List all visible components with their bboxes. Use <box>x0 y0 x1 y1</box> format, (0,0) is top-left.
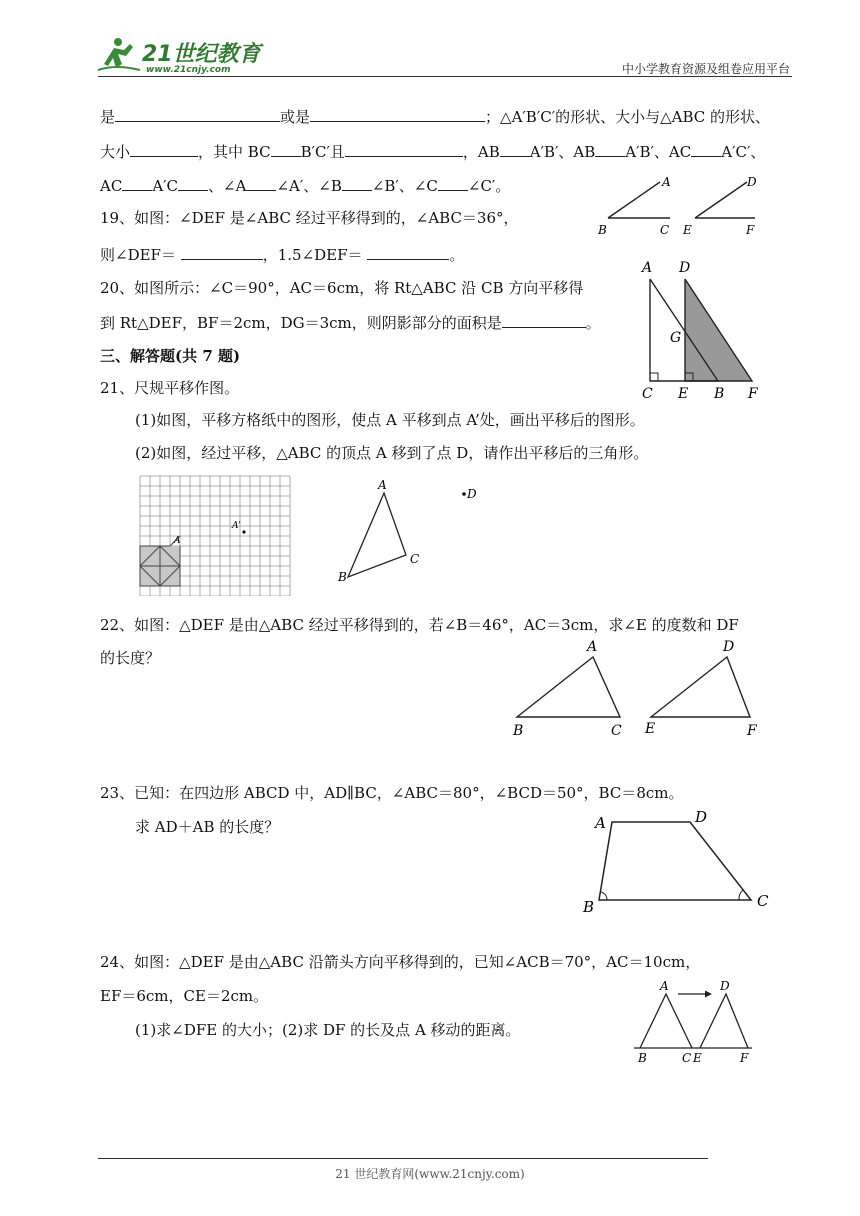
point-label: D <box>747 175 757 189</box>
q19-text: ，1.5∠DEF＝ <box>262 246 363 264</box>
point-label: A' <box>232 521 241 531</box>
q20-line-1: 20、如图所示：∠C＝90°，AC＝6cm，将 Rt△ABC 沿 CB 方向平移得 <box>100 279 584 297</box>
point-label: B <box>598 223 607 237</box>
point-label: E <box>678 386 689 402</box>
q21-part-2: (2)如图，经过平移，△ABC 的顶点 A 移到了点 D，请作出平移后的三角形。 <box>135 444 649 462</box>
footer-divider <box>98 1158 708 1159</box>
q18-text: 大小 <box>100 143 131 161</box>
q21-grid-figure <box>136 472 296 596</box>
q18-text: 是 <box>100 108 116 126</box>
point-label: A <box>174 536 181 546</box>
point-label: D <box>723 639 735 655</box>
q23-trapezoid-figure <box>575 800 780 918</box>
answer-blank[interactable] <box>367 244 449 260</box>
answer-blank[interactable] <box>181 244 263 260</box>
q23-line-2: 求 AD＋AB 的长度？ <box>135 818 280 836</box>
point-label: C <box>642 386 653 402</box>
point-label: C <box>611 723 622 739</box>
q18-text: 或是 <box>280 108 311 126</box>
logo-subtext: www.21cnjy.com <box>146 65 231 75</box>
answer-blank[interactable] <box>345 141 463 157</box>
q21-title: 21、尺规平移作图。 <box>100 379 240 397</box>
point-label: C <box>410 552 420 566</box>
answer-blank[interactable] <box>271 141 301 157</box>
point-label: C <box>757 892 769 910</box>
point-label: G <box>670 330 682 346</box>
q18-line-2 <box>100 141 765 162</box>
q20-text: 。 <box>585 314 601 332</box>
q23-line-1: 23、已知：在四边形 ABCD 中，AD∥BC，∠ABC＝80°，∠BCD＝50°，BC＝8cm。 <box>100 784 684 802</box>
point-label: E <box>693 1051 702 1065</box>
q22-line-2: 的长度？ <box>100 649 161 667</box>
answer-blank[interactable] <box>438 175 468 191</box>
point-label: F <box>746 223 755 237</box>
point-label: C <box>682 1051 692 1065</box>
point-label: F <box>748 386 758 402</box>
point-label: E <box>645 721 656 737</box>
q18-text: B′C′且 <box>300 143 345 161</box>
q18-text: ∠C′。 <box>467 177 511 195</box>
answer-blank[interactable] <box>342 175 372 191</box>
point-label: B <box>583 898 595 916</box>
point-label: B <box>714 386 725 402</box>
answer-blank[interactable] <box>310 106 485 122</box>
point-label: D <box>467 487 477 501</box>
point-label: F <box>747 723 757 739</box>
point-label: A <box>662 175 671 189</box>
q22-triangles-figure <box>505 635 775 743</box>
point-label: F <box>740 1051 749 1065</box>
q18-line-1 <box>100 106 770 127</box>
q20-text: 到 Rt△DEF，BF＝2cm，DG＝3cm，则阴影部分的面积是 <box>100 314 502 332</box>
answer-blank[interactable] <box>246 175 276 191</box>
q24-translation-figure <box>630 978 760 1070</box>
point-label: B <box>338 570 347 584</box>
point-label: A <box>587 639 598 655</box>
site-logo <box>96 34 266 76</box>
q19-text: 。 <box>449 246 465 264</box>
point-label: B <box>513 723 524 739</box>
point-label: A <box>378 478 387 492</box>
point-label: A <box>642 260 653 276</box>
logo-text: 21世纪教育 <box>142 42 261 67</box>
q18-text: ，其中 BC <box>198 143 271 161</box>
point-label: B <box>638 1051 647 1065</box>
point-label: D <box>695 808 708 826</box>
q18-text: A′C <box>152 177 179 195</box>
answer-blank[interactable] <box>595 141 625 157</box>
q18-text: A′C′、 <box>721 143 766 161</box>
q24-line-2: EF＝6cm，CE＝2cm。 <box>100 987 269 1005</box>
q18-text: 、∠A <box>208 177 247 195</box>
q18-line-3 <box>100 175 510 196</box>
point-label: E <box>683 223 692 237</box>
point-label: A <box>595 814 606 832</box>
header-platform-text: 中小学教育资源及组卷应用平台 <box>621 62 790 76</box>
footer-text: 21 世纪教育网(www.21cnjy.com) <box>335 1167 525 1181</box>
answer-blank[interactable] <box>178 175 208 191</box>
q20-shaded-triangle-figure <box>630 256 770 404</box>
q24-line-3: (1)求∠DFE 的大小；(2)求 DF 的长及点 A 移动的距离。 <box>135 1021 521 1039</box>
q18-text: ，AB <box>462 143 500 161</box>
q18-text: ∠A′、∠B <box>276 177 342 195</box>
q18-text: AC <box>100 177 123 195</box>
q21-triangle-figure <box>330 475 500 590</box>
q19-line-2 <box>100 244 464 265</box>
q19-line-1: 19、如图：∠DEF 是∠ABC 经过平移得到的，∠ABC＝36°， <box>100 209 519 227</box>
q21-part-1: (1)如图，平移方格纸中的图形，使点 A 平移到点 A’处，画出平移后的图形。 <box>135 411 645 429</box>
point-label: D <box>679 260 691 276</box>
q18-text: A′B′、AB <box>529 143 596 161</box>
header-divider <box>98 76 792 77</box>
answer-blank[interactable] <box>502 312 586 328</box>
q19-text: 则∠DEF＝ <box>100 246 176 264</box>
q18-text: ；△A′B′C′的形状、大小与△ABC 的形状、 <box>485 108 771 126</box>
section-title: 三、解答题(共 7 题) <box>100 347 241 365</box>
answer-blank[interactable] <box>500 141 530 157</box>
answer-blank[interactable] <box>122 175 152 191</box>
point-label: C <box>660 223 670 237</box>
point-label: D <box>720 979 730 993</box>
answer-blank[interactable] <box>691 141 721 157</box>
point-label: A <box>660 979 669 993</box>
q20-line-2 <box>100 312 601 333</box>
q19-angle-figure <box>590 168 765 240</box>
q22-line-1: 22、如图：△DEF 是由△ABC 经过平移得到的，若∠B＝46°，AC＝3cm，求∠E 的度数和 DF <box>100 616 739 634</box>
q18-text: ∠B′、∠C <box>371 177 438 195</box>
q18-text: A′B′、AC <box>625 143 692 161</box>
answer-blank[interactable] <box>130 141 198 157</box>
q24-line-1: 24、如图：△DEF 是由△ABC 沿箭头方向平移得到的，已知∠ACB＝70°，AC＝10cm， <box>100 953 701 971</box>
answer-blank[interactable] <box>115 106 280 122</box>
